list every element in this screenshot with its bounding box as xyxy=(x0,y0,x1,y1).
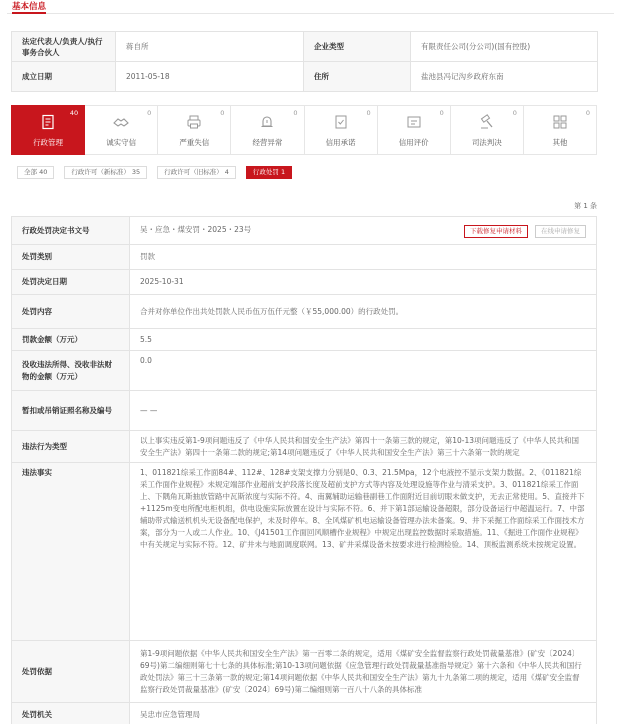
tab-label: 诚实守信 xyxy=(106,138,137,147)
violation-type-label: 违法行为类型 xyxy=(12,431,130,463)
facts-value: 1、011821综采工作面84#、112#、128#支架支撑力分别是0、0.3、21.5Mpa，12个电液控不显示支架力数据。2、《011821综采工作面作业规程》未规定端部作业超前支护段落长度及超前支护方式等内容及处理设施等作业与清采支护。3、011821综采工作面上、下隅角瓦斯抽放管路中瓦斯浓度与实际不符。4、南翼辅助运输巷副巷工作面附近目前切眼未做支护，无去正常使用。5、直接并下+1125m变电所配电柜机组，供电设施实际放置在设计与实际不符。6、并下第1部运输设备超限，部分设备运行中超温运行。7、中部辅助带式输送机机头无设备配电保护，未及时停车。8、全风煤矿机电运输设备管理办法未备案。9、井下采掘工作面综采工作面技术方案，部分为一人或二人作业。10、《J41501工作面回风顺槽作业规程》中规定出现监控数据时采取措施。11、《掘进工作面作业规程》中有关规定与实际不符。12、矿井未与地面调度联网。13、矿井采煤设备未按要求进行检测检验。14、顶板监测系统未按规定设置。 xyxy=(130,463,597,641)
violation-type-value: 以上事实违反第1-9项问题违反了《中华人民共和国安全生产法》第四十一条第三款的规定，第10-13项问题违反了《中华人民共和国安全生产法》第四十一条第二款的规定;第14项问题违反了《中华人民共和国安全生产法》第三十六条第一款的规定 xyxy=(130,431,597,463)
table-row xyxy=(12,62,598,92)
download-materials-button[interactable]: 下载修复申请材料 xyxy=(464,225,528,238)
tab-count: 0 xyxy=(512,109,517,117)
tab-count: 0 xyxy=(220,109,225,117)
evaluation-icon xyxy=(406,114,422,130)
table-row xyxy=(12,431,597,463)
title-underline xyxy=(12,12,46,14)
basis-label: 处罚依据 xyxy=(12,641,130,703)
online-repair-button[interactable]: 在线申请修复 xyxy=(535,225,586,238)
facts-label: 违法事实 xyxy=(12,463,130,641)
base-info-title: 基本信息 xyxy=(12,2,47,12)
content-value: 合并对你单位作出共处罚款人民币伍万伍仟元整（￥55,000.00）的行政处罚。 xyxy=(130,295,597,329)
filter-license-old[interactable]: 行政许可（旧标准） 4 xyxy=(157,166,236,179)
alert-bell-icon xyxy=(259,114,275,130)
amount-label: 罚款金额（万元） xyxy=(12,329,130,351)
tab-serious-dishonesty[interactable] xyxy=(158,105,231,155)
base-info-header xyxy=(7,0,614,14)
table-row xyxy=(12,703,597,724)
tab-count: 0 xyxy=(293,109,298,117)
record-count: 第 1 条 xyxy=(574,202,597,210)
tab-credit-evaluation[interactable] xyxy=(378,105,451,155)
tab-abnormal-operation[interactable] xyxy=(231,105,304,155)
repair-buttons xyxy=(464,225,586,238)
doc-no-cell xyxy=(130,217,597,245)
doc-no-label: 行政处罚决定书文号 xyxy=(12,217,130,245)
address-label: 住所 xyxy=(304,62,411,92)
tab-count: 0 xyxy=(439,109,444,117)
table-row xyxy=(12,270,597,295)
authority-label: 处罚机关 xyxy=(12,703,130,724)
document-icon xyxy=(40,114,56,130)
gavel-icon xyxy=(479,114,495,130)
tab-label: 其他 xyxy=(552,138,568,147)
tab-count: 40 xyxy=(69,109,79,117)
established-label: 成立日期 xyxy=(12,62,116,92)
filter-bar xyxy=(17,166,292,179)
filter-license-new[interactable]: 行政许可（新标准） 35 xyxy=(64,166,147,179)
company-type-value: 有限责任公司(分公司)(国有控股) xyxy=(411,32,598,62)
table-row xyxy=(12,391,597,431)
address-value: 盐池县冯记沟乡政府东南 xyxy=(411,62,598,92)
tab-honesty[interactable] xyxy=(85,105,158,155)
legal-rep-value: 蒋自所 xyxy=(116,32,304,62)
license-value: — — xyxy=(130,391,597,431)
license-label: 暂扣或吊销证照名称及编号 xyxy=(12,391,130,431)
amount-value: 5.5 xyxy=(130,329,597,351)
confiscation-value: 0.0 xyxy=(130,351,597,391)
printer-icon xyxy=(186,114,202,130)
category-tabs xyxy=(11,105,597,155)
filter-penalty[interactable]: 行政处罚 1 xyxy=(246,166,292,179)
content-label: 处罚内容 xyxy=(12,295,130,329)
tab-label: 行政管理 xyxy=(33,138,64,147)
table-row xyxy=(12,217,597,245)
confiscation-label: 没收违法所得、没收非法财物的金额（万元） xyxy=(12,351,130,391)
category-value: 罚款 xyxy=(130,245,597,270)
table-row xyxy=(12,245,597,270)
tab-other[interactable] xyxy=(524,105,597,155)
decision-date-label: 处罚决定日期 xyxy=(12,270,130,295)
tab-credit-promise[interactable] xyxy=(305,105,378,155)
tab-label: 信用承诺 xyxy=(325,138,356,147)
tab-count: 0 xyxy=(366,109,371,117)
tab-count: 0 xyxy=(147,109,152,117)
authority-value: 吴忠市应急管理局 xyxy=(130,703,597,724)
table-row xyxy=(12,641,597,703)
tab-judicial-judgment[interactable] xyxy=(451,105,524,155)
decision-date-value: 2025-10-31 xyxy=(130,270,597,295)
table-row xyxy=(12,32,598,62)
tab-label: 经营异常 xyxy=(252,138,283,147)
table-row xyxy=(12,351,597,391)
table-row xyxy=(12,295,597,329)
penalty-detail-table xyxy=(11,216,597,724)
handshake-icon xyxy=(113,114,129,130)
table-row xyxy=(12,329,597,351)
tab-label: 严重失信 xyxy=(179,138,210,147)
tab-label: 信用评价 xyxy=(398,138,429,147)
legal-rep-label: 法定代表人/负责人/执行事务合伙人 xyxy=(12,32,116,62)
tab-label: 司法判决 xyxy=(471,138,502,147)
basis-value: 第1-9项问题依据《中华人民共和国安全生产法》第一百零二条的规定，适用《煤矿安全监督监察行政处罚裁量基准》(矿安〔2024〕69号)第二编细则第七十七条的具体标准;第10-13项问题依据《应急管理行政处罚裁量基准指导规定》第十六条和《中华人民共和国行政处罚法》第三十三条第一款的规定;第14项问题依据《中华人民共和国安全生产法》第九十九条第二项的规定，适用《煤矿安全监督监察行政处罚裁量基准》(矿安〔2024〕69号)第二编细则第一百八十八条的具体标准 xyxy=(130,641,597,703)
doc-no-value: 吴・应急・煤安罚・2025・23号 xyxy=(140,224,252,234)
established-value: 2011-05-18 xyxy=(116,62,304,92)
promise-icon xyxy=(333,114,349,130)
tab-count: 0 xyxy=(585,109,590,117)
base-info-table xyxy=(11,31,598,92)
tab-admin-management[interactable] xyxy=(11,105,85,155)
company-type-label: 企业类型 xyxy=(304,32,411,62)
table-row xyxy=(12,463,597,641)
other-icon xyxy=(552,114,568,130)
category-label: 处罚类别 xyxy=(12,245,130,270)
filter-all[interactable]: 全部 40 xyxy=(17,166,54,179)
